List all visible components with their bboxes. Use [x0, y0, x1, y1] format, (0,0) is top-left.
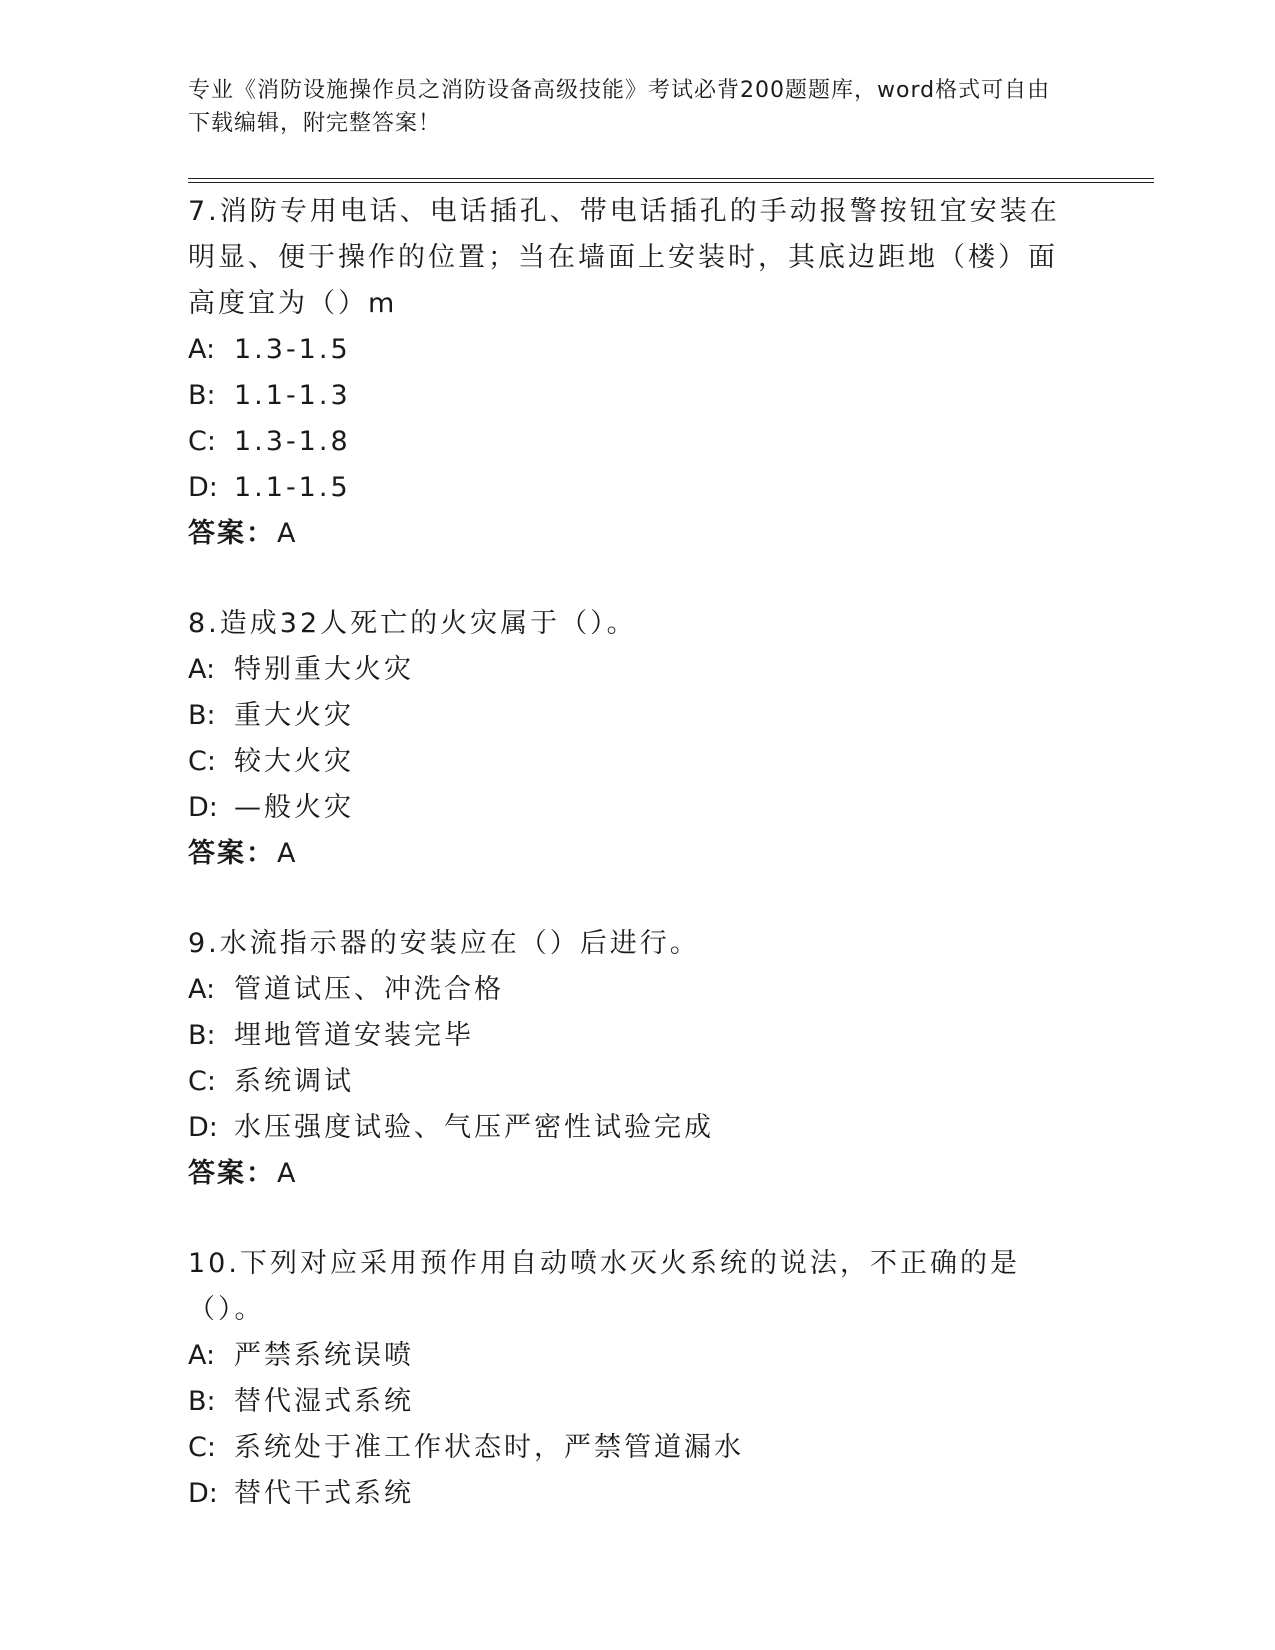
question-9 [188, 921, 1068, 1197]
option-letter: C: [188, 1066, 216, 1097]
answer-line [188, 831, 1068, 877]
option-b [188, 373, 1068, 419]
answer-value: A [277, 518, 298, 549]
option-b [188, 693, 1068, 739]
option-c [188, 419, 1068, 465]
option-text: 埋地管道安装完毕 [234, 1020, 474, 1051]
option-d [188, 465, 1068, 511]
option-text: 替代干式系统 [234, 1478, 414, 1509]
option-letter: B: [188, 1020, 216, 1051]
option-letter: D: [188, 1112, 218, 1143]
option-text: 较大火灾 [234, 746, 354, 777]
option-text: 1.3-1.5 [234, 334, 351, 365]
header-title: 专业《消防设施操作员之消防设备高级技能》考试必背200题题库，word格式可自由下载编辑，附完整答案！ [188, 78, 1051, 136]
option-letter: A: [188, 334, 216, 365]
answer-line [188, 511, 1068, 557]
option-letter: C: [188, 746, 216, 777]
option-text: —般火灾 [234, 792, 354, 823]
option-d [188, 785, 1068, 831]
option-text: 替代湿式系统 [234, 1386, 414, 1417]
option-letter: B: [188, 380, 216, 411]
option-letter: B: [188, 700, 216, 731]
option-text: 管道试压、冲洗合格 [234, 974, 504, 1005]
question-stem: 8.造成32人死亡的火灾属于（）。 [188, 608, 637, 639]
option-letter: A: [188, 654, 216, 685]
option-letter: D: [188, 472, 218, 503]
option-letter: A: [188, 1340, 216, 1371]
option-text: 水压强度试验、气压严密性试验完成 [234, 1112, 714, 1143]
option-b [188, 1013, 1068, 1059]
option-text: 1.1-1.5 [234, 472, 351, 503]
answer-value: A [277, 1158, 298, 1189]
option-text: 1.1-1.3 [234, 380, 351, 411]
option-letter: C: [188, 426, 216, 457]
option-text: 严禁系统误喷 [234, 1340, 414, 1371]
option-text: 1.3-1.8 [234, 426, 351, 457]
option-a [188, 1333, 1068, 1379]
answer-label: 答案： [188, 518, 275, 549]
question-stem: 9.水流指示器的安装应在（）后进行。 [188, 928, 700, 959]
option-a [188, 647, 1068, 693]
answer-label: 答案： [188, 1158, 275, 1189]
option-d [188, 1471, 1068, 1517]
option-a [188, 327, 1068, 373]
option-letter: D: [188, 792, 218, 823]
option-letter: C: [188, 1432, 216, 1463]
question-stem: 10.下列对应采用预作用自动喷水灭火系统的说法，不正确的是（）。 [188, 1248, 1020, 1325]
option-letter: B: [188, 1386, 216, 1417]
question-list [188, 189, 1068, 1561]
option-d [188, 1105, 1068, 1151]
answer-value: A [277, 838, 298, 869]
option-letter: A: [188, 974, 216, 1005]
option-letter: D: [188, 1478, 218, 1509]
question-10 [188, 1241, 1068, 1517]
option-text: 重大火灾 [234, 700, 354, 731]
answer-line [188, 1151, 1068, 1197]
option-a [188, 967, 1068, 1013]
header-divider [188, 178, 1154, 183]
question-7 [188, 189, 1068, 557]
option-b [188, 1379, 1068, 1425]
question-8 [188, 601, 1068, 877]
option-text: 系统处于准工作状态时，严禁管道漏水 [234, 1432, 744, 1463]
question-stem: 7.消防专用电话、电话插孔、带电话插孔的手动报警按钮宜安装在明显、便于操作的位置；当在墙面上安装时，其底边距地（楼）面高度宜为（）m [188, 196, 1060, 319]
option-text: 系统调试 [234, 1066, 354, 1097]
document-header [188, 74, 1068, 140]
option-c [188, 1425, 1068, 1471]
option-c [188, 739, 1068, 785]
option-text: 特别重大火灾 [234, 654, 414, 685]
option-c [188, 1059, 1068, 1105]
answer-label: 答案： [188, 838, 275, 869]
